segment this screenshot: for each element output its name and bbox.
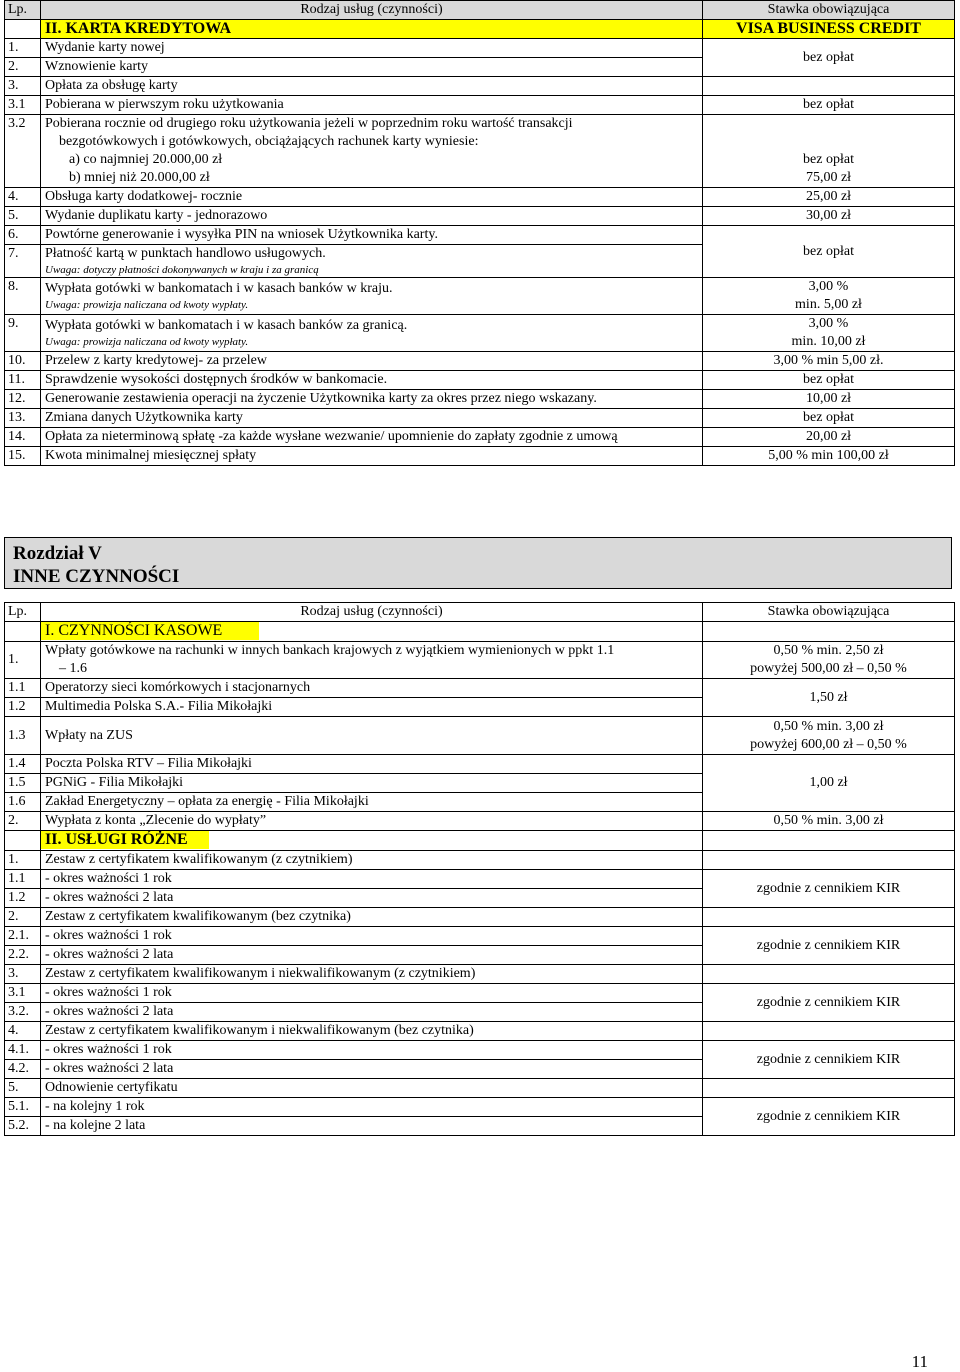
table-row: 5.2. - na kolejne 2 lata: [5, 1117, 955, 1136]
header-rate: Stawka obowiązująca: [703, 603, 955, 622]
table-row: 10. Przelew z karty kredytowej- za przelew 3,00 % min 5,00 zł.: [5, 352, 955, 371]
header-lp: Lp.: [5, 1, 41, 20]
table-row: 5. Odnowienie certyfikatu: [5, 1079, 955, 1098]
table-row: 12. Generowanie zestawienia operacji na życzenie Użytkownika karty za okres przez niego wskazany. 10,00 zł: [5, 390, 955, 409]
table-row: 1. Zestaw z certyfikatem kwalifikowanym (z czytnikiem): [5, 851, 955, 870]
section-row: [5, 831, 955, 851]
section-title: II. USŁUGI RÓŻNE: [41, 831, 209, 849]
section-title: I. CZYNNOŚCI KASOWE: [41, 622, 259, 640]
table-row: 1.2 - okres ważności 2 lata: [5, 889, 955, 908]
other-services-table: [4, 602, 955, 1136]
chapter-heading: Rozdział V INNE CZYNNOŚCI: [4, 537, 952, 589]
section-row: [5, 622, 955, 642]
table-header-row: [5, 603, 955, 622]
table-row: 11. Sprawdzenie wysokości dostępnych środków w bankomacie. bez opłat: [5, 371, 955, 390]
table-row: 3.1 - okres ważności 1 rok zgodnie z cennikiem KIR: [5, 984, 955, 1003]
table-row: 3.2 Pobierana rocznie od drugiego roku użytkowania jeżeli w poprzednim roku wartość transakcji bezgotówkowych i gotówkowych, obciążających rachunek karty wyniesie: a) co najmniej 20.000,00 zł b) mniej niż 20.000,00 zł bez opłat 75,00 zł: [5, 115, 955, 188]
table-row: 2.2. - okres ważności 2 lata: [5, 946, 955, 965]
table-row: 1.2 Multimedia Polska S.A.- Filia Mikołajki: [5, 698, 955, 717]
table-row: 8. Wypłata gotówki w bankomatach i w kasach banków w kraju. Uwaga: prowizja naliczana od kwoty wypłaty. 3,00 % min. 5,00 zł: [5, 278, 955, 315]
header-service: Rodzaj usług (czynności): [41, 603, 703, 622]
table-row: 3. Opłata za obsługę karty: [5, 77, 955, 96]
table-row: 1. Wydanie karty nowej bez opłat: [5, 39, 955, 58]
table-row: 1.5 PGNiG - Filia Mikołajki: [5, 774, 955, 793]
table-row: 6. Powtórne generowanie i wysyłka PIN na wniosek Użytkownika karty. bez opłat: [5, 226, 955, 245]
table-row: 5. Wydanie duplikatu karty - jednorazowo 30,00 zł: [5, 207, 955, 226]
card-type: VISA BUSINESS CREDIT: [703, 20, 955, 39]
table-row: 9. Wypłata gotówki w bankomatach i w kasach banków za granicą. Uwaga: prowizja naliczana od kwoty wypłaty. 3,00 % min. 10,00 zł: [5, 315, 955, 352]
table-row: 2. Wypłata z konta „Zlecenie do wypłaty” 0,50 % min. 3,00 zł: [5, 812, 955, 831]
table-row: 1. Wpłaty gotówkowe na rachunki w innych bankach krajowych z wyjątkiem wymienionych w ppkt 1.1 – 1.6 0,50 % min. 2,50 zł powyżej 500,00 zł – 0,50 %: [5, 642, 955, 679]
table-row: 5.1. - na kolejny 1 rok zgodnie z cennikiem KIR: [5, 1098, 955, 1117]
table-header-row: [5, 1, 955, 20]
table-row: 4. Zestaw z certyfikatem kwalifikowanym i niekwalifikowanym (bez czytnika): [5, 1022, 955, 1041]
page-number: 11: [911, 1352, 928, 1371]
table-row: 2. Wznowienie karty: [5, 58, 955, 77]
table-row: 3. Zestaw z certyfikatem kwalifikowanym i niekwalifikowanym (z czytnikiem): [5, 965, 955, 984]
table-row: 2.1. - okres ważności 1 rok zgodnie z cennikiem KIR: [5, 927, 955, 946]
table-row: 3.2. - okres ważności 2 lata: [5, 1003, 955, 1022]
header-lp: Lp.: [5, 603, 41, 622]
table-row: 4. Obsługa karty dodatkowej- rocznie 25,00 zł: [5, 188, 955, 207]
table-row: 2. Zestaw z certyfikatem kwalifikowanym (bez czytnika): [5, 908, 955, 927]
section-row: [5, 20, 955, 39]
section-title: II. KARTA KREDYTOWA: [41, 20, 703, 39]
table-row: 15. Kwota minimalnej miesięcznej spłaty 5,00 % min 100,00 zł: [5, 447, 955, 466]
table-row: 1.6 Zakład Energetyczny – opłata za energię - Filia Mikołajki: [5, 793, 955, 812]
table-row: 7. Płatność kartą w punktach handlowo usługowych. Uwaga: dotyczy płatności dokonywanych w kraju i za granicą: [5, 245, 955, 278]
table-row: 3.1 Pobierana w pierwszym roku użytkowania bez opłat: [5, 96, 955, 115]
table-row: 1.3 Wpłaty na ZUS 0,50 % min. 3,00 zł powyżej 600,00 zł – 0,50 %: [5, 717, 955, 755]
table-row: 13. Zmiana danych Użytkownika karty bez opłat: [5, 409, 955, 428]
header-rate: Stawka obowiązująca: [703, 1, 955, 20]
table-row: 1.1 Operatorzy sieci komórkowych i stacjonarnych 1,50 zł: [5, 679, 955, 698]
header-service: Rodzaj usług (czynności): [41, 1, 703, 20]
table-row: 1.1 - okres ważności 1 rok zgodnie z cennikiem KIR: [5, 870, 955, 889]
table-row: 14. Opłata za nieterminową spłatę -za każde wysłane wezwanie/ upomnienie do zapłaty zgodnie z umową 20,00 zł: [5, 428, 955, 447]
table-row: 4.1. - okres ważności 1 rok zgodnie z cennikiem KIR: [5, 1041, 955, 1060]
rate-cell: bez opłat: [703, 39, 955, 77]
table-row: 4.2. - okres ważności 2 lata: [5, 1060, 955, 1079]
table-row: 1.4 Poczta Polska RTV – Filia Mikołajki 1,00 zł: [5, 755, 955, 774]
credit-card-fee-table: [4, 0, 955, 466]
